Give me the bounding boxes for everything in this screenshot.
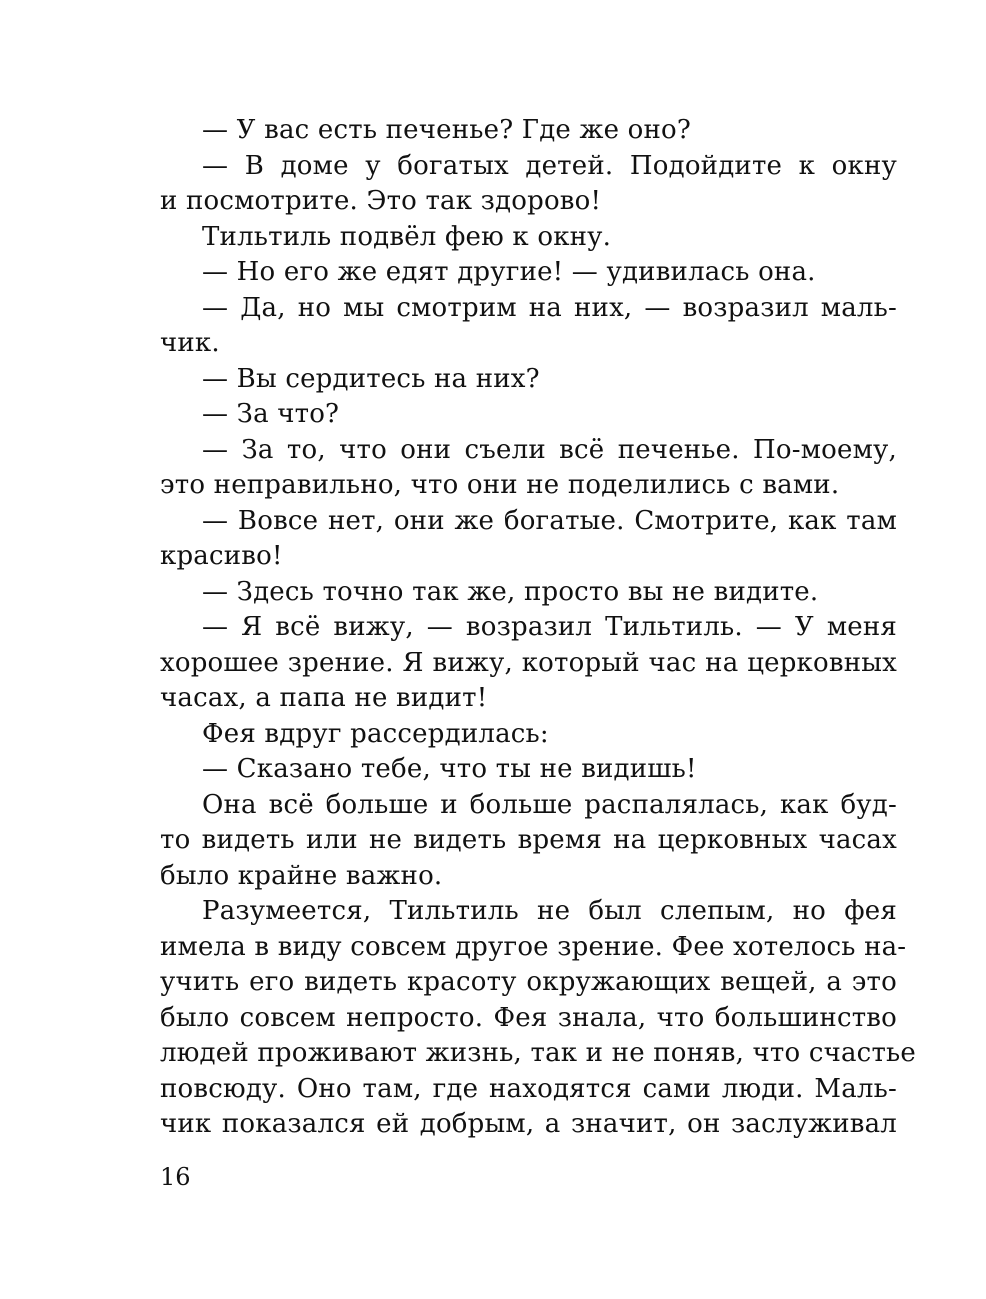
text-line: учить его видеть красоту окружающих вещей, а это (160, 967, 897, 997)
text-line: Тильтиль подвёл фею к окну. (202, 221, 612, 252)
text-line: — В доме у богатых детей. Подойдите к окну (202, 150, 897, 181)
text-line: — У вас есть печенье? Где же оно? (202, 115, 692, 145)
text-line: было совсем непросто. Фея знала, что большинство (160, 1002, 897, 1033)
text-line: — Вы сердитесь на них? (202, 363, 540, 394)
text-line: Разумеется, Тильтиль не был слепым, но фея (202, 896, 897, 926)
text-line: чик. (160, 328, 220, 358)
text-line: было крайне важно. (160, 860, 443, 891)
text-line: — Здесь точно так же, просто вы не видите. (202, 576, 819, 607)
text-line: — Вовсе нет, они же богатые. Смотрите, как там (202, 505, 897, 536)
text-line: Фея вдруг рассердилась: (202, 718, 549, 749)
text-line: — Но его же едят другие! — удивилась она. (202, 257, 816, 287)
text-line: это неправильно, что они не поделились с вами. (160, 470, 840, 500)
page-text (160, 113, 916, 1143)
text-line: — Да, но мы смотрим на них, — возразил маль- (202, 292, 897, 323)
text-line: часах, а папа не видит! (160, 683, 488, 713)
text-line: людей проживают жизнь, так и не поняв, что счастье (160, 1038, 916, 1068)
text-line: то видеть или не видеть время на церковных часах (160, 825, 897, 855)
text-line: — За то, что они съели всё печенье. По-моему, (202, 434, 897, 465)
text-line: хорошее зрение. Я вижу, который час на церковных (160, 647, 897, 678)
text-line: имела в виду совсем другое зрение. Фее хотелось на- (160, 931, 907, 962)
text-line: — За что? (202, 399, 340, 429)
text-line: Она всё больше и больше распалялась, как буд- (202, 789, 897, 820)
text-line: — Сказано тебе, что ты не видишь! (202, 754, 697, 784)
text-line: красиво! (160, 541, 283, 571)
text-line: чик показался ей добрым, а значит, он заслуживал (160, 1109, 897, 1139)
text-line: повсюду. Оно там, где находятся сами люди. Маль- (160, 1073, 897, 1104)
text-line: — Я всё вижу, — возразил Тильтиль. — У меня (202, 612, 897, 642)
page-number: 16 (160, 1163, 191, 1191)
text-line: и посмотрите. Это так здорово! (160, 186, 602, 216)
